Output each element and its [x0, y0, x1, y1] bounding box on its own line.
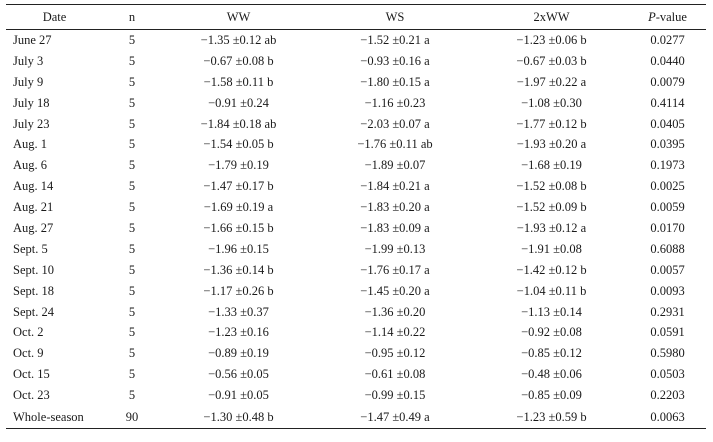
cell-p-value: 0.0591	[650, 325, 685, 340]
table-row	[6, 218, 706, 239]
table-row	[6, 281, 706, 302]
cell-ws: −0.95 ±0.12	[364, 346, 426, 361]
cell-date: Aug. 27	[13, 220, 54, 235]
table-row	[6, 155, 706, 176]
cell-date: June 27	[13, 32, 52, 47]
table-row	[6, 134, 706, 155]
cell-ww: −1.33 ±0.37	[208, 304, 269, 319]
cell-2xww: −0.48 ±0.06	[521, 367, 582, 382]
cell-p-value: 0.2931	[650, 304, 685, 319]
header-p-value	[629, 5, 706, 30]
cell-ws: −1.36 ±0.20	[364, 304, 426, 319]
cell-ww: −1.35 ±0.12 ab	[200, 32, 277, 47]
cell-2xww: −0.92 ±0.08	[521, 325, 582, 340]
table-row	[6, 260, 706, 281]
cell-p-value: 0.0025	[650, 179, 685, 194]
cell-2xww: −1.04 ±0.11 b	[516, 283, 587, 298]
cell-ww: −1.58 ±0.11 b	[203, 74, 274, 89]
table-row	[6, 239, 706, 260]
cell-2xww: −1.08 ±0.30	[521, 95, 582, 110]
cell-ww: −0.67 ±0.08 b	[203, 53, 274, 68]
cell-ws: −1.76 ±0.17 a	[360, 262, 430, 277]
cell-ww: −1.47 ±0.17 b	[203, 179, 274, 194]
cell-2xww: −0.67 ±0.03 b	[516, 53, 587, 68]
cell-date: Oct. 2	[13, 325, 44, 340]
cell-p-value: 0.5980	[650, 346, 685, 361]
cell-date: Aug. 6	[13, 158, 48, 173]
table-row	[6, 51, 706, 72]
cell-p-value: 0.0395	[650, 137, 685, 152]
cell-date: July 9	[13, 74, 44, 89]
cell-2xww: −1.23 ±0.06 b	[516, 32, 587, 47]
cell-ws: −1.47 ±0.49 a	[316, 406, 474, 429]
cell-p-value: 0.4114	[650, 95, 685, 110]
cell-ww: −1.96 ±0.15	[208, 241, 269, 256]
cell-p-value: 0.0277	[650, 32, 685, 47]
cell-n: 5	[128, 137, 136, 152]
cell-2xww: −1.91 ±0.08	[521, 241, 582, 256]
table-row	[6, 385, 706, 406]
cell-date: Sept. 24	[13, 304, 54, 319]
cell-p-value: 0.0093	[650, 283, 685, 298]
cell-n: 5	[128, 367, 136, 382]
table-row	[6, 114, 706, 135]
cell-2xww: −1.97 ±0.22 a	[516, 74, 587, 89]
cell-2xww: −1.42 ±0.12 b	[516, 262, 587, 277]
cell-n: 5	[128, 325, 136, 340]
cell-2xww: −0.85 ±0.12	[521, 346, 582, 361]
table-header	[6, 5, 706, 30]
data-table	[6, 4, 706, 429]
cell-2xww: −1.52 ±0.09 b	[516, 200, 587, 215]
cell-ws: −0.99 ±0.15	[364, 388, 426, 403]
cell-p-value: 0.0405	[650, 116, 685, 131]
cell-ws: −1.52 ±0.21 a	[360, 32, 430, 47]
cell-n: 5	[128, 262, 136, 277]
cell-ww: −0.91 ±0.05	[208, 388, 269, 403]
table-row	[6, 197, 706, 218]
cell-p-value: 0.0170	[650, 220, 685, 235]
cell-n: 5	[128, 304, 136, 319]
cell-ws: −1.14 ±0.22	[364, 325, 426, 340]
table-body	[6, 30, 706, 429]
cell-ws: −1.89 ±0.07	[364, 158, 426, 173]
cell-ww: −1.69 ±0.19 a	[203, 200, 274, 215]
cell-date: July 18	[13, 95, 50, 110]
cell-ww: −1.84 ±0.18 ab	[200, 116, 277, 131]
cell-ws: −1.16 ±0.23	[364, 95, 426, 110]
cell-2xww: −1.93 ±0.12 a	[516, 220, 587, 235]
cell-date: Aug. 14	[13, 179, 54, 194]
cell-p-value: 0.0063	[629, 406, 706, 429]
cell-date: July 23	[13, 116, 50, 131]
cell-ws: −1.76 ±0.11 ab	[357, 137, 433, 152]
header-date: Date	[6, 5, 103, 30]
cell-ws: −1.99 ±0.13	[364, 241, 426, 256]
table-row	[6, 72, 706, 93]
header-n: n	[103, 5, 161, 30]
cell-n: 5	[128, 200, 136, 215]
cell-p-value: 0.0440	[650, 53, 685, 68]
cell-2xww: −1.93 ±0.20 a	[516, 137, 587, 152]
table-row	[6, 343, 706, 364]
cell-2xww: −1.23 ±0.59 b	[474, 406, 629, 429]
cell-ww: −1.30 ±0.48 b	[161, 406, 316, 429]
cell-n: 5	[128, 95, 136, 110]
cell-2xww: −1.52 ±0.08 b	[516, 179, 587, 194]
cell-n: 5	[128, 158, 136, 173]
cell-ws: −2.03 ±0.07 a	[360, 116, 430, 131]
data-table-container	[6, 4, 706, 429]
cell-ww: −1.54 ±0.05 b	[203, 137, 274, 152]
cell-ww: −0.89 ±0.19	[208, 346, 269, 361]
table-row	[6, 176, 706, 197]
cell-date: Oct. 23	[13, 388, 50, 403]
header-p-suffix: -value	[655, 9, 687, 24]
table-row	[6, 406, 706, 429]
cell-ws: −1.83 ±0.09 a	[360, 220, 430, 235]
cell-p-value: 0.1973	[650, 158, 685, 173]
cell-n: 5	[128, 220, 136, 235]
cell-n: 5	[128, 74, 136, 89]
cell-date: Aug. 1	[13, 137, 48, 152]
cell-n: 5	[128, 116, 136, 131]
cell-ww: −0.91 ±0.24	[208, 95, 269, 110]
cell-n: 5	[128, 179, 136, 194]
table-row	[6, 322, 706, 343]
header-p-letter: P	[648, 9, 656, 24]
cell-p-value: 0.0503	[650, 367, 685, 382]
cell-date: Sept. 5	[13, 241, 48, 256]
header-2xww: 2xWW	[474, 5, 629, 30]
cell-p-value: 0.0059	[650, 200, 685, 215]
cell-p-value: 0.2203	[650, 388, 685, 403]
cell-p-value: 0.0079	[650, 74, 685, 89]
cell-2xww: −0.85 ±0.09	[521, 388, 582, 403]
cell-ws: −1.45 ±0.20 a	[360, 283, 430, 298]
cell-date: Oct. 9	[13, 346, 44, 361]
cell-n: 5	[128, 283, 136, 298]
table-row	[6, 30, 706, 51]
cell-date: July 3	[13, 53, 44, 68]
cell-n: 90	[103, 406, 161, 429]
cell-ws: −0.93 ±0.16 a	[360, 53, 430, 68]
table-row	[6, 302, 706, 323]
cell-p-value: 0.0057	[650, 262, 685, 277]
cell-date: Whole-season	[6, 406, 103, 429]
header-row	[6, 5, 706, 30]
cell-ww: −1.17 ±0.26 b	[203, 283, 274, 298]
cell-2xww: −1.68 ±0.19	[521, 158, 582, 173]
cell-n: 5	[128, 388, 136, 403]
cell-date: Sept. 18	[13, 283, 54, 298]
table-row	[6, 93, 706, 114]
header-ws: WS	[316, 5, 474, 30]
cell-date: Sept. 10	[13, 262, 54, 277]
cell-ws: −0.61 ±0.08	[364, 367, 426, 382]
cell-p-value: 0.6088	[650, 241, 685, 256]
cell-n: 5	[128, 241, 136, 256]
cell-ww: −1.36 ±0.14 b	[203, 262, 274, 277]
table-row	[6, 364, 706, 385]
header-ww: WW	[161, 5, 316, 30]
cell-ws: −1.83 ±0.20 a	[360, 200, 430, 215]
cell-date: Aug. 21	[13, 200, 54, 215]
cell-ww: −1.23 ±0.16	[208, 325, 269, 340]
cell-ww: −1.79 ±0.19	[208, 158, 269, 173]
cell-n: 5	[128, 346, 136, 361]
cell-date: Oct. 15	[13, 367, 50, 382]
cell-2xww: −1.13 ±0.14	[521, 304, 582, 319]
cell-n: 5	[128, 32, 136, 47]
cell-ww: −1.66 ±0.15 b	[203, 220, 274, 235]
cell-n: 5	[128, 53, 136, 68]
cell-ww: −0.56 ±0.05	[208, 367, 269, 382]
cell-ws: −1.80 ±0.15 a	[360, 74, 430, 89]
cell-ws: −1.84 ±0.21 a	[360, 179, 430, 194]
cell-2xww: −1.77 ±0.12 b	[516, 116, 587, 131]
